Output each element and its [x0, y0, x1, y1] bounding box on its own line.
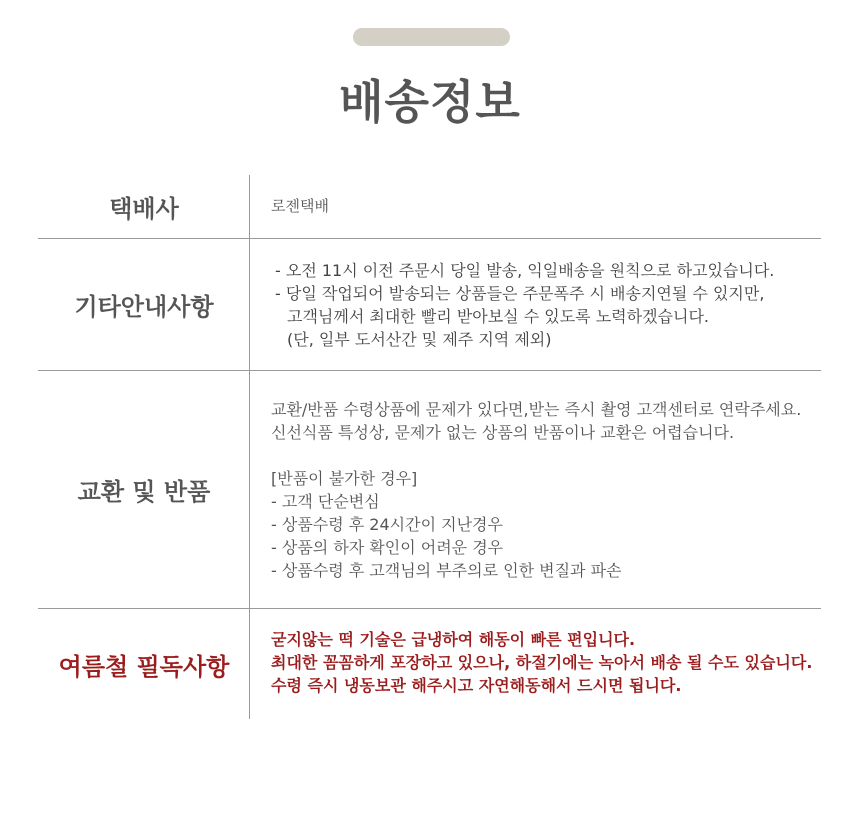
other-info-line: - 당일 작업되어 발송되는 상품들은 주문폭주 시 배송지연될 수 있지만,	[275, 283, 765, 303]
shipping-info-table	[38, 175, 821, 719]
divider	[249, 371, 250, 608]
summer-line: 수령 즉시 냉동보관 해주시고 자연해동해서 드시면 됩니다.	[271, 676, 682, 695]
other-info-line: (단, 일부 도서산간 및 제주 지역 제외)	[287, 329, 552, 349]
divider	[249, 175, 250, 238]
divider	[249, 239, 250, 370]
other-info-label: 기타안내사항	[74, 293, 214, 321]
exchange-intro-line: 교환/반품 수령상품에 문제가 있다면,받는 즉시 촬영 고객센터로 연락주세요.	[271, 399, 802, 419]
exchange-cell	[271, 371, 821, 608]
courier-value: 로젠택배	[271, 197, 329, 215]
page-title: 배송정보	[339, 75, 521, 129]
exchange-label: 교환 및 반품	[77, 478, 211, 506]
divider	[249, 609, 250, 719]
other-info-line: 고객님께서 최대한 빨리 받아보실 수 있도록 노력하겠습니다.	[287, 306, 710, 326]
exchange-intro-line: 신선식품 특성상, 문제가 없는 상품의 반품이나 교환은 어렵습니다.	[271, 422, 735, 442]
exchange-subheading: [반품이 불가한 경우]	[271, 468, 418, 488]
row-summer-notice	[38, 609, 821, 719]
exchange-case: - 상품수령 후 24시간이 지난경우	[271, 514, 503, 534]
row-courier	[38, 175, 821, 239]
other-info-line: - 오전 11시 이전 주문시 당일 발송, 익일배송을 원칙으로 하고있습니다.	[275, 260, 775, 280]
summer-label: 여름철 필독사항	[58, 652, 230, 681]
summer-cell	[271, 609, 821, 738]
exchange-case: - 고객 단순변심	[271, 491, 380, 511]
exchange-case: - 상품수령 후 고객님의 부주의로 인한 변질과 파손	[271, 560, 622, 580]
courier-label: 택배사	[109, 195, 179, 223]
summer-line: 최대한 꼼꼼하게 포장하고 있으나, 하절기에는 녹아서 배송 될 수도 있습니다.	[271, 653, 813, 672]
row-exchange-return	[38, 371, 821, 609]
row-other-info	[38, 239, 821, 371]
decorative-pill	[353, 28, 510, 46]
exchange-case: - 상품의 하자 확인이 어려운 경우	[271, 537, 504, 557]
other-info-cell	[271, 239, 821, 370]
courier-value-cell	[271, 175, 821, 238]
summer-line: 굳지않는 떡 기술은 급냉하여 해동이 빠른 편입니다.	[271, 630, 636, 649]
